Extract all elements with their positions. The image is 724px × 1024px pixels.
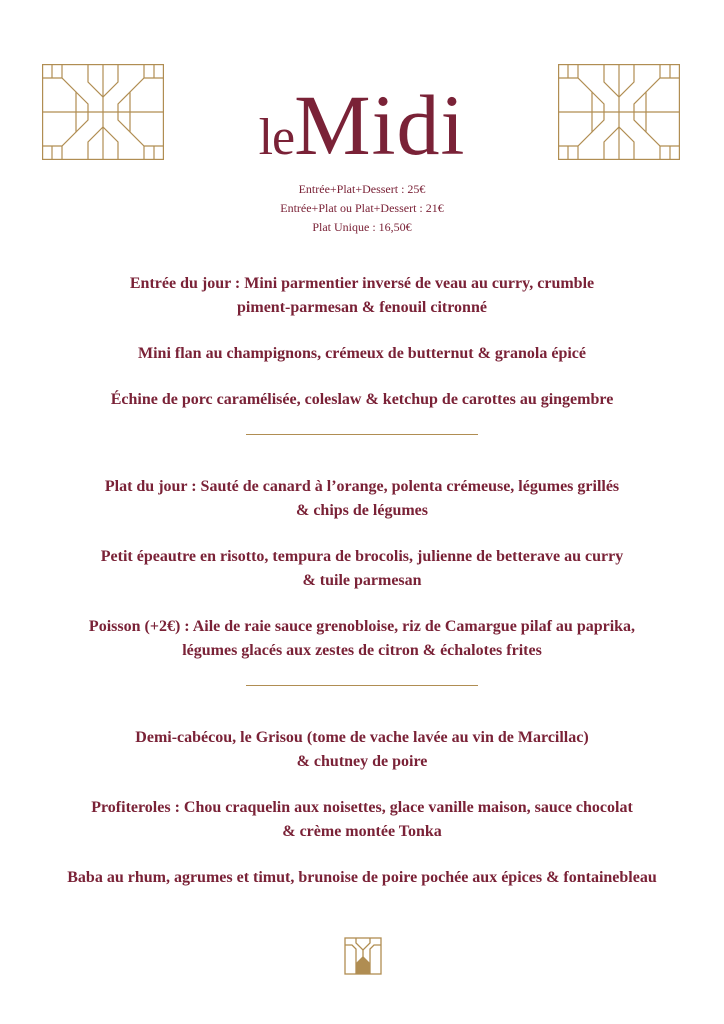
- menu-item-line: légumes glacés aux zestes de citron & échalotes frites: [182, 642, 542, 659]
- menu-item-line: & chips de légumes: [296, 502, 428, 519]
- price-line: Entrée+Plat+Dessert : 25€: [298, 182, 426, 196]
- price-line: Entrée+Plat ou Plat+Dessert : 21€: [280, 201, 444, 215]
- section-divider: [246, 434, 478, 435]
- menu-item-line: Demi-cabécou, le Grisou (tome de vache lavée au vin de Marcillac): [135, 729, 589, 746]
- menu-item: [24, 726, 700, 774]
- menu-item-line: & chutney de poire: [296, 753, 428, 770]
- menu-item-line: & crème montée Tonka: [282, 823, 442, 840]
- desserts-section: [24, 726, 700, 890]
- price-list: [0, 180, 724, 237]
- plats-section: [24, 475, 700, 663]
- menu: [24, 272, 700, 890]
- menu-item-line: Plat du jour : Sauté de canard à l’orange, polenta crémeuse, légumes grillés: [104, 478, 620, 495]
- menu-item-line: Poisson (+2€) : Aile de raie sauce grenobloise, riz de Camargue pilaf au paprika,: [88, 618, 636, 635]
- entrees-section: [24, 272, 700, 412]
- menu-item-line: Mini flan au champignons, crémeux de butternut & granola épicé: [138, 345, 586, 362]
- logo-mark-icon: [344, 937, 382, 975]
- menu-item-line: piment-parmesan & fenouil citronné: [237, 299, 487, 316]
- menu-item-line: Entrée du jour : Mini parmentier inversé de veau au curry, crumble: [129, 275, 595, 292]
- menu-item: [24, 545, 700, 593]
- menu-item: [24, 342, 700, 366]
- logo-name: Midi: [294, 77, 466, 173]
- menu-item: [24, 388, 700, 412]
- menu-item-line: Échine de porc caramélisée, coleslaw & ketchup de carottes au gingembre: [110, 391, 614, 408]
- menu-item-line: Baba au rhum, agrumes et timut, brunoise de poire pochée aux épices & fontainebleau: [67, 869, 657, 886]
- menu-item-line: & tuile parmesan: [302, 572, 422, 589]
- menu-item-line: Profiteroles : Chou craquelin aux noisettes, glace vanille maison, sauce chocolat: [91, 799, 633, 816]
- price-line: Plat Unique : 16,50€: [312, 220, 412, 234]
- restaurant-logo: [0, 77, 724, 173]
- menu-item-line: Petit épeautre en risotto, tempura de brocolis, julienne de betterave au curry: [100, 548, 624, 565]
- logo-prefix: le: [258, 109, 295, 166]
- menu-item: [24, 615, 700, 663]
- menu-item: [24, 796, 700, 844]
- section-divider: [246, 685, 478, 686]
- menu-item: [24, 475, 700, 523]
- menu-item: [24, 866, 700, 890]
- menu-item: [24, 272, 700, 320]
